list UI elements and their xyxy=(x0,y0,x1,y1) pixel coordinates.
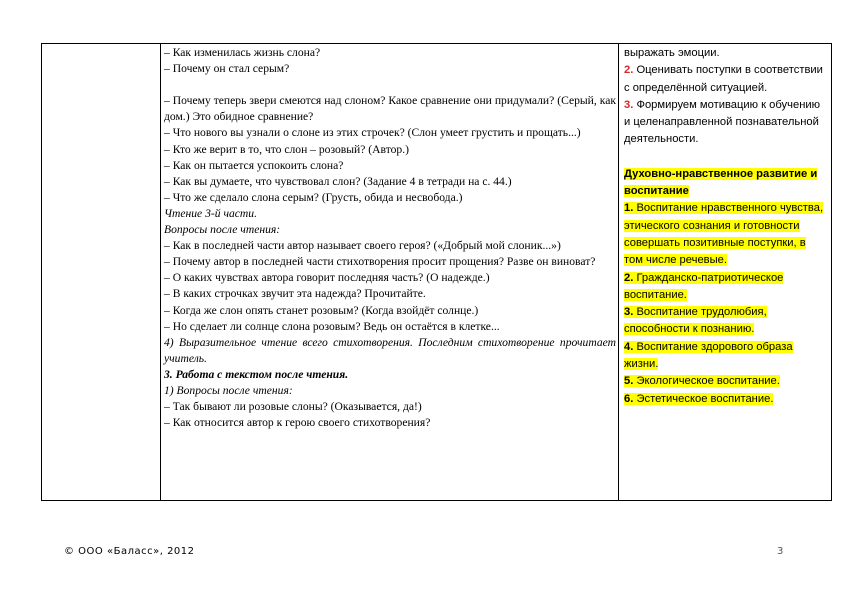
lesson-text-line: – Так бывают ли розовые слоны? (Оказывается, да!) xyxy=(164,400,422,414)
outcome-item: 2. Оценивать поступки в соответствии с определённой ситуацией. xyxy=(624,64,823,94)
outcome-item: 3. Формируем мотивацию к обучению и целенаправленной познавательной деятельности. xyxy=(624,98,821,146)
lesson-text-line: – Но сделает ли солнце слона розовым? Ведь он остаётся в клетке... xyxy=(164,319,500,333)
lesson-text-line: – Почему теперь звери смеются над слоном? Какое сравнение они придумали? (Серый, как дом.) Это обидное сравнение? xyxy=(164,94,616,124)
outcome-intro: выражать эмоции. xyxy=(624,47,720,59)
lesson-text-line: – О каких чувствах автора говорит последняя часть? (О надежде.) xyxy=(164,271,490,285)
lesson-text-line: 4) Выразительное чтение всего стихотворения. Последним стихотворение прочитает учитель. xyxy=(164,335,616,365)
lesson-text-line xyxy=(164,77,616,93)
lesson-text-line: – Как вы думаете, что чувствовал слон? (Задание 4 в тетради на с. 44.) xyxy=(164,174,512,188)
lesson-text-line: – Как он пытается успокоить слона? xyxy=(164,158,344,172)
lesson-text-line: – В каких строчках звучит эта надежда? Прочитайте. xyxy=(164,287,426,301)
lesson-text-line: – Почему он стал серым? xyxy=(164,62,290,76)
lesson-text-line: – Почему автор в последней части стихотворения просит прощения? Разве он виноват? xyxy=(164,255,596,269)
value-item: 5. Экологическое воспитание. xyxy=(624,375,780,388)
lesson-text-line: 3. Работа с текстом после чтения. xyxy=(164,367,349,381)
lesson-text-line: – Кто же верит в то, что слон – розовый? (Автор.) xyxy=(164,142,409,156)
lesson-text-line: – Когда же слон опять станет розовым? (Когда взойдёт солнце.) xyxy=(164,303,479,317)
lesson-text-line: – Как изменилась жизнь слона? xyxy=(164,46,321,59)
lesson-table xyxy=(41,43,832,501)
lesson-text-line: – Как в последней части автор называет своего героя? («Добрый мой слоник...») xyxy=(164,239,561,253)
value-item: 6. Эстетическое воспитание. xyxy=(624,392,774,405)
column-divider-right xyxy=(618,44,619,500)
lesson-text-line: – Как относится автор к герою своего стихотворения? xyxy=(164,416,431,430)
lesson-text-line: Чтение 3-й части. xyxy=(164,206,257,220)
value-item: 3. Воспитание трудолюбия, способности к познанию. xyxy=(624,306,767,336)
lesson-text-line: 1) Вопросы после чтения: xyxy=(164,383,293,397)
footer-copyright: © ООО «Баласс», 2012 xyxy=(64,546,195,557)
value-item: 1. Воспитание нравственного чувства, этического сознания и готовности совершать позитивные поступки, в том числе речевые. xyxy=(624,202,824,267)
page-number: 3 xyxy=(777,546,784,557)
value-item: 2. Гражданско-патриотическое воспитание. xyxy=(624,271,784,301)
lesson-text-line: – Что нового вы узнали о слоне из этих строчек? (Слон умеет грустить и прощать...) xyxy=(164,126,581,140)
section-title: Духовно-нравственное развитие и воспитание xyxy=(624,167,818,198)
lesson-content-column xyxy=(164,45,616,431)
lesson-text-line: – Что же сделало слона серым? (Грусть, обида и несвобода.) xyxy=(164,190,463,204)
outcomes-column xyxy=(624,45,827,408)
value-item: 4. Воспитание здорового образа жизни. xyxy=(624,340,793,371)
lesson-text-line: Вопросы после чтения: xyxy=(164,223,281,237)
column-divider-left xyxy=(160,44,161,500)
